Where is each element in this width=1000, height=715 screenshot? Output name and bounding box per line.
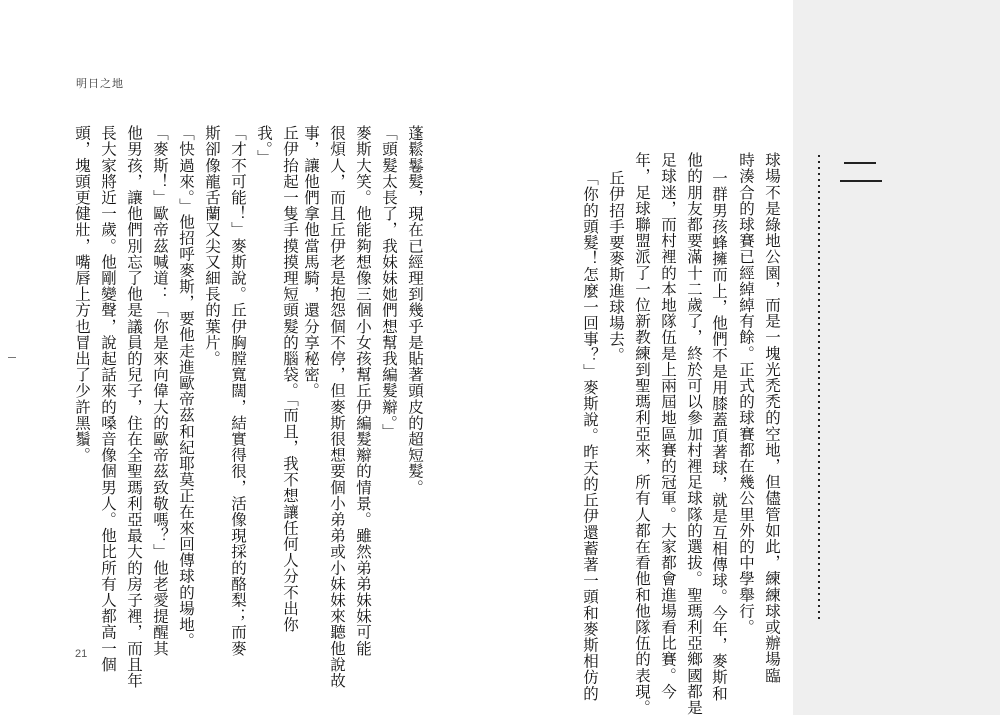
text-column: 球場不是綠地公園，而是一塊光禿禿的空地，但儘管如此，練練球或辦場臨 [763,152,781,684]
text-column: 「你的頭髮！怎麼一回事？」麥斯說。昨天的丘伊還蓄著一頭和麥斯相仿的 [581,170,599,702]
chapter-sidebar [793,0,1000,715]
text-column: 長大家將近一歲。他剛變聲，說起話來的嗓音像個男人。他比所有人都高一個 [99,125,117,673]
text-column: 年，足球聯盟派了一位新教練到聖瑪利亞來，所有人都在看他和他隊伍的表現。 [633,152,651,715]
chapter-number-stroke [840,180,882,182]
crop-mark [8,357,16,358]
text-column: 他的朋友都要滿十二歲了，終於可以參加村裡足球隊的選拔。聖瑪利亞鄉國都是 [685,152,703,715]
text-column: 「麥斯！」歐帝茲喊道：「你是來向偉大的歐帝茲致敬嗎？」他老愛提醒其 [151,125,169,657]
text-column: 一群男孩蜂擁而上，他們不是用膝蓋頂著球，就是互相傳球。今年，麥斯和 [710,170,728,702]
text-column: 足球迷，而村裡的本地隊伍是上兩屆地區賽的冠軍。大家都會進場看比賽。今 [659,152,677,700]
text-column: 很煩人，而且丘伊老是抱怨個不停，但麥斯很想要個小弟弟或小妹妹來聽他說故 [328,125,346,689]
chapter-number [840,150,884,190]
text-column: 「快過來。」他招呼麥斯，要他走進歐帝茲和紀耶莫正在來回傳球的場地。 [177,125,195,649]
text-column: 時湊合的球賽已經綽綽有餘。正式的球賽都在幾公里外的中學舉行。 [737,152,755,635]
text-column: 丘伊抬起一隻手摸摸理短頭髮的腦袋。「而且，我不想讓任何人分不出你 [281,125,299,633]
text-column: 斯卻像龍舌蘭又尖又細長的葉片。 [203,125,221,367]
text-column: 「頭髮太長了，我妹妹她們想幫我編髮辮。」 [380,125,398,440]
text-column: 丘伊招手要麥斯進球場去。 [607,170,625,364]
text-column: 頭，塊頭更健壯，嘴唇上方也冒出了少許黑鬚。 [73,125,91,464]
page-number: 21 [75,648,88,660]
chapter-number-stroke [844,162,876,164]
text-column: 「才不可能！」麥斯說。丘伊胸膛寬闊，結實得很，活像現採的酪梨；而麥 [229,125,247,657]
text-column: 麥斯大笑。他能夠想像三個小女孩幫丘伊編髮辮的情景。雖然弟弟妹妹可能 [354,125,372,657]
text-column: 事，讓他們拿他當馬騎，還分享秘密。 [302,125,320,399]
text-column: 他男孩，讓他們別忘了他是議員的兒子，住在全聖瑪利亞最大的房子裡，而且年 [125,125,143,689]
running-head: 明日之地 [76,77,124,90]
text-column: 蓬鬆鬈髮，現在已經理到幾乎是貼著頭皮的超短髮。 [406,125,424,496]
text-column: 我。」 [255,125,273,166]
chapter-dotted-rule [818,155,820,620]
